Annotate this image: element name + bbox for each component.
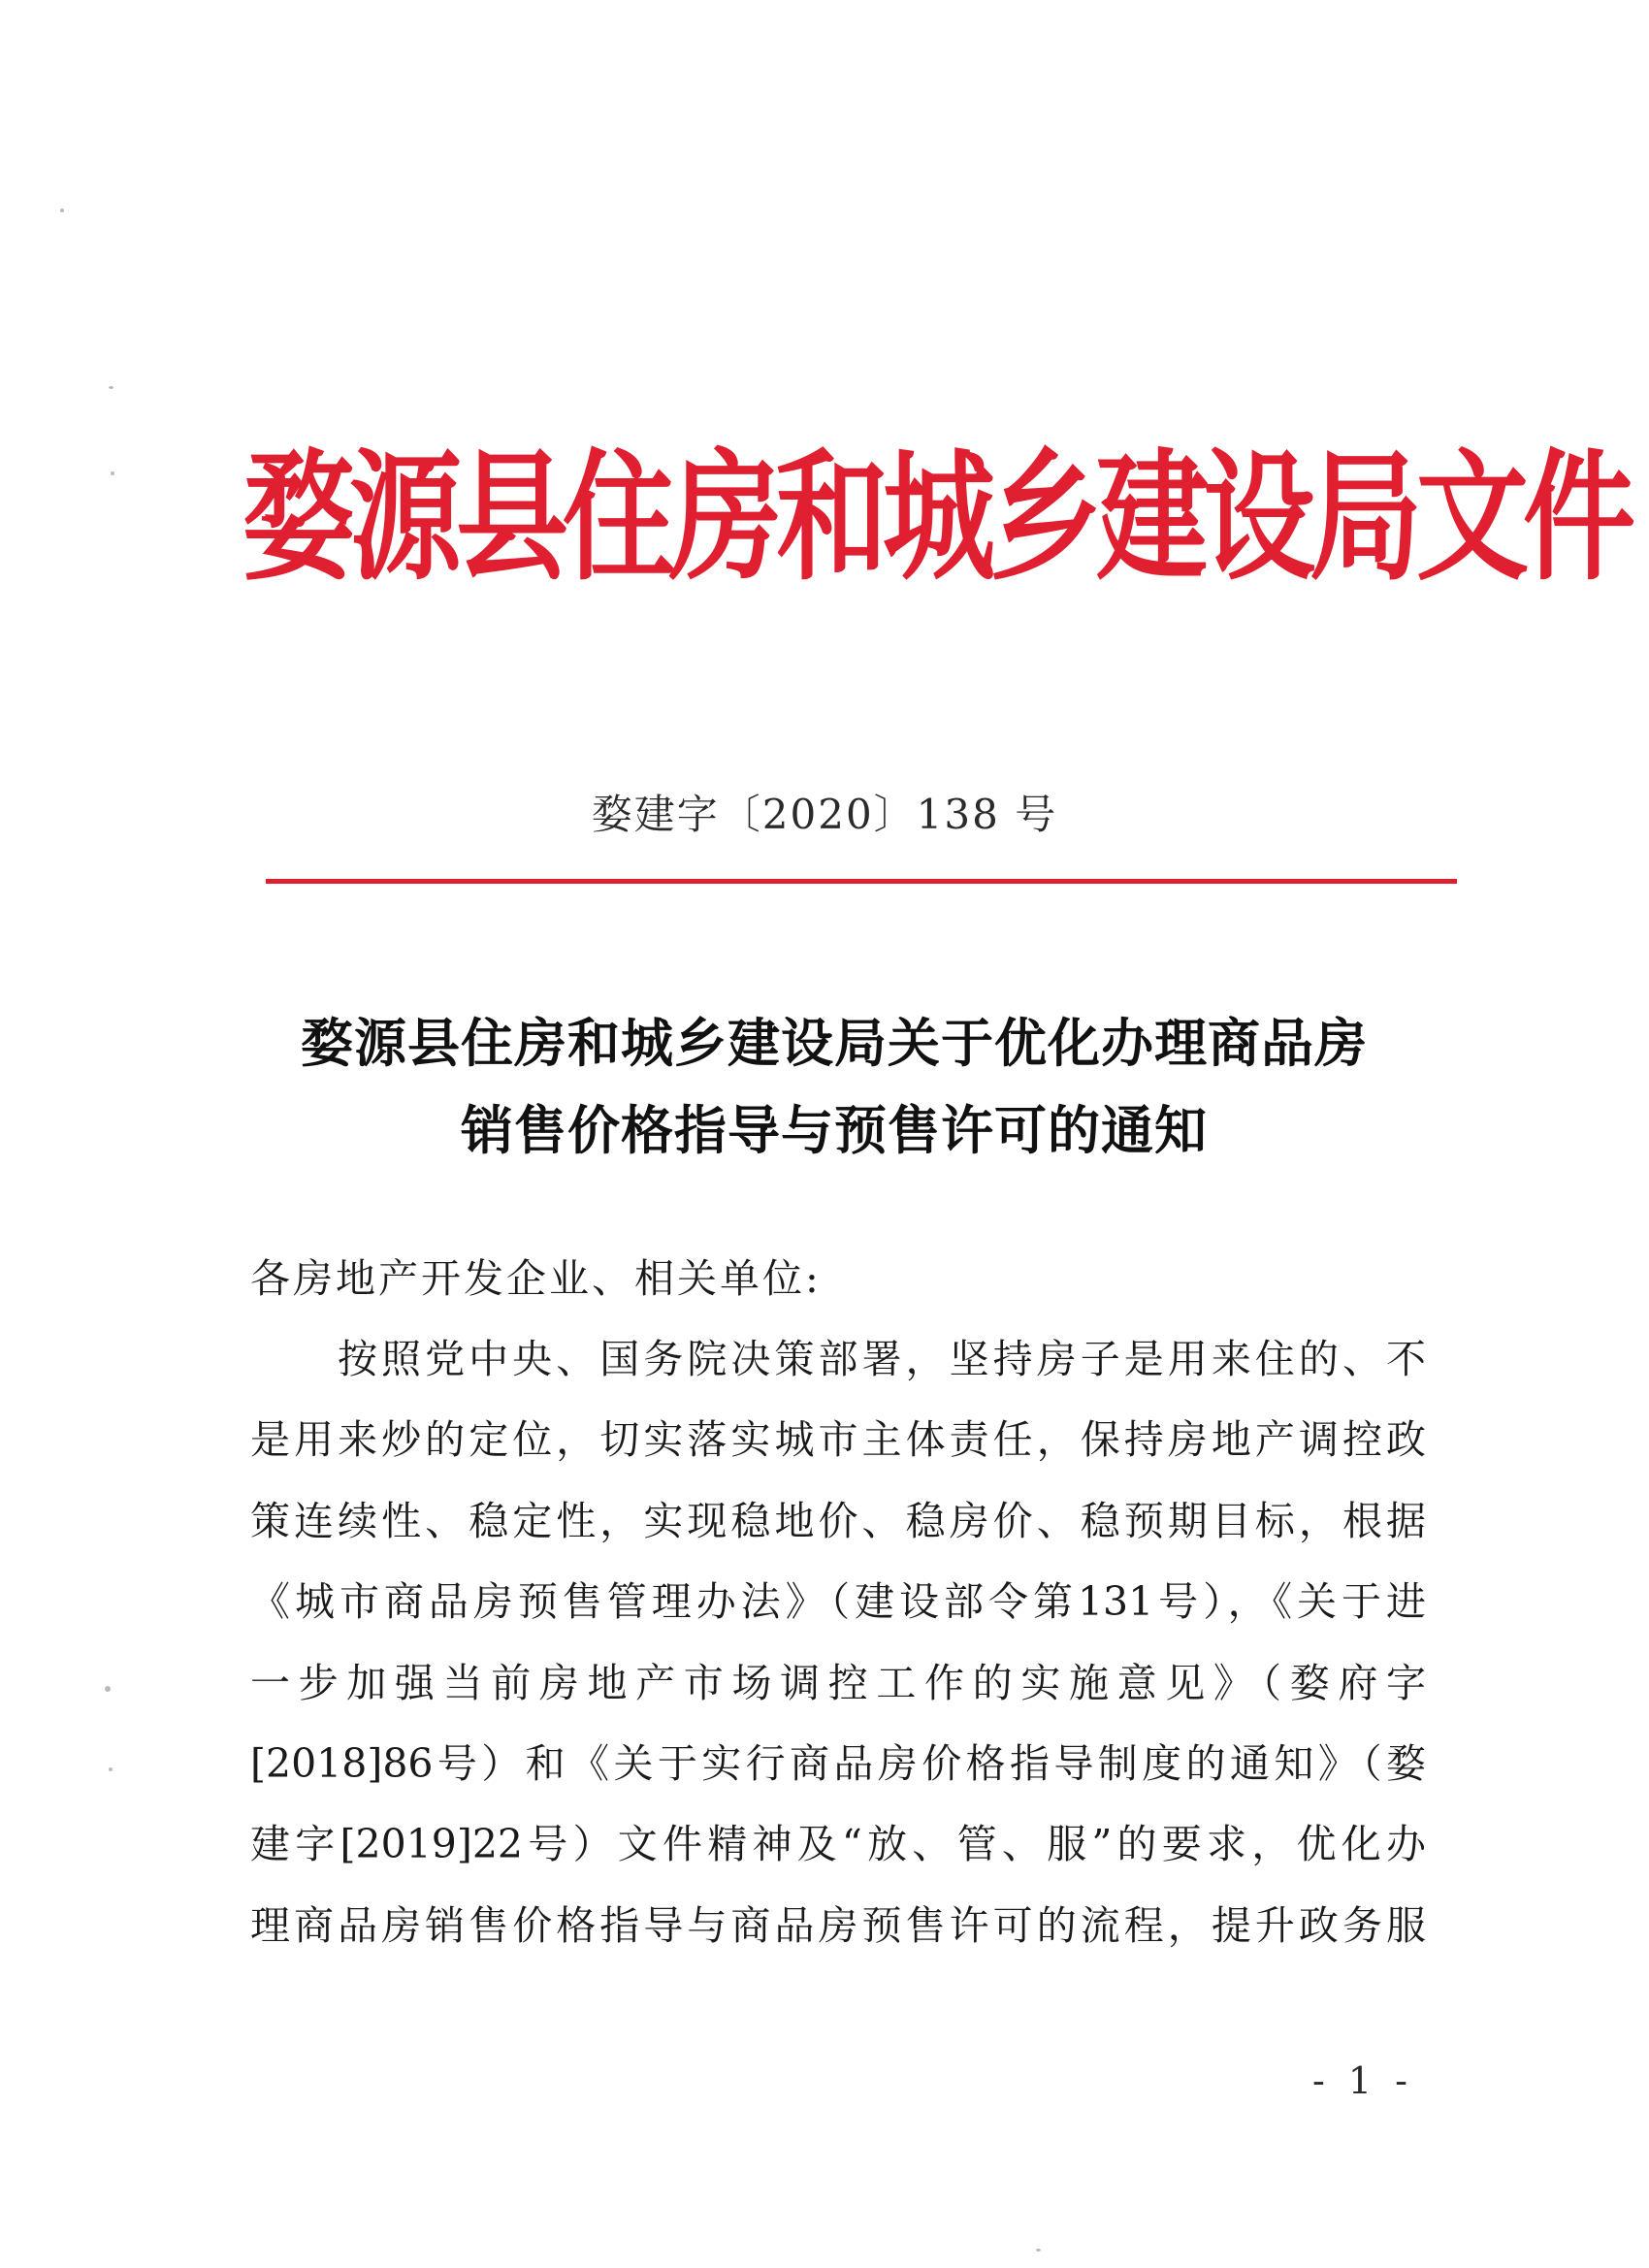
page-number: - 1 -: [1311, 2059, 1413, 2102]
document-title: [233, 999, 1436, 1174]
scan-speck: [105, 1686, 111, 1692]
document-title-line: 销售价格指导与预售许可的通知: [461, 1099, 1208, 1161]
body-text-line: [2018]86号）和《关于实行商品房价格指导制度的通知》（婺: [250, 1740, 1426, 1787]
scan-speck: [111, 471, 114, 475]
body-text-line: 是用来炒的定位，切实落实城市主体责任，保持房地产调控政: [250, 1416, 1426, 1463]
body-text-line: 策连续性、稳定性，实现稳地价、稳房价、稳预期目标，根据: [250, 1498, 1426, 1544]
body-text-line: 《城市商品房预售管理办法》（建设部令第131号），《关于进: [250, 1578, 1426, 1625]
document-number: 婺建字〔2020〕138 号: [591, 791, 1058, 838]
red-divider-line: [266, 879, 1457, 884]
scan-speck: [1036, 2249, 1041, 2252]
masthead-title: 婺源县住房和城乡建设局文件: [242, 435, 1630, 600]
document-title-line: 婺源县住房和城乡建设局关于优化办理商品房: [301, 1012, 1368, 1074]
scan-speck: [60, 209, 64, 212]
body-text-line: 按照党中央、国务院决策部署，坚持房子是用来住的、不: [338, 1336, 1426, 1382]
body-text-line: 建字[2019]22号）文件精神及“放、管、服”的要求，优化办: [250, 1821, 1426, 1867]
body-text-line: 一步加强当前房地产市场调控工作的实施意见》（婺府字: [250, 1660, 1426, 1706]
scan-speck: [109, 386, 113, 389]
scan-speck: [109, 1767, 113, 1771]
salutation: 各房地产开发企业、相关单位:: [250, 1255, 822, 1302]
body-text-line: 理商品房销售价格指导与商品房预售许可的流程，提升政务服: [250, 1902, 1426, 1949]
